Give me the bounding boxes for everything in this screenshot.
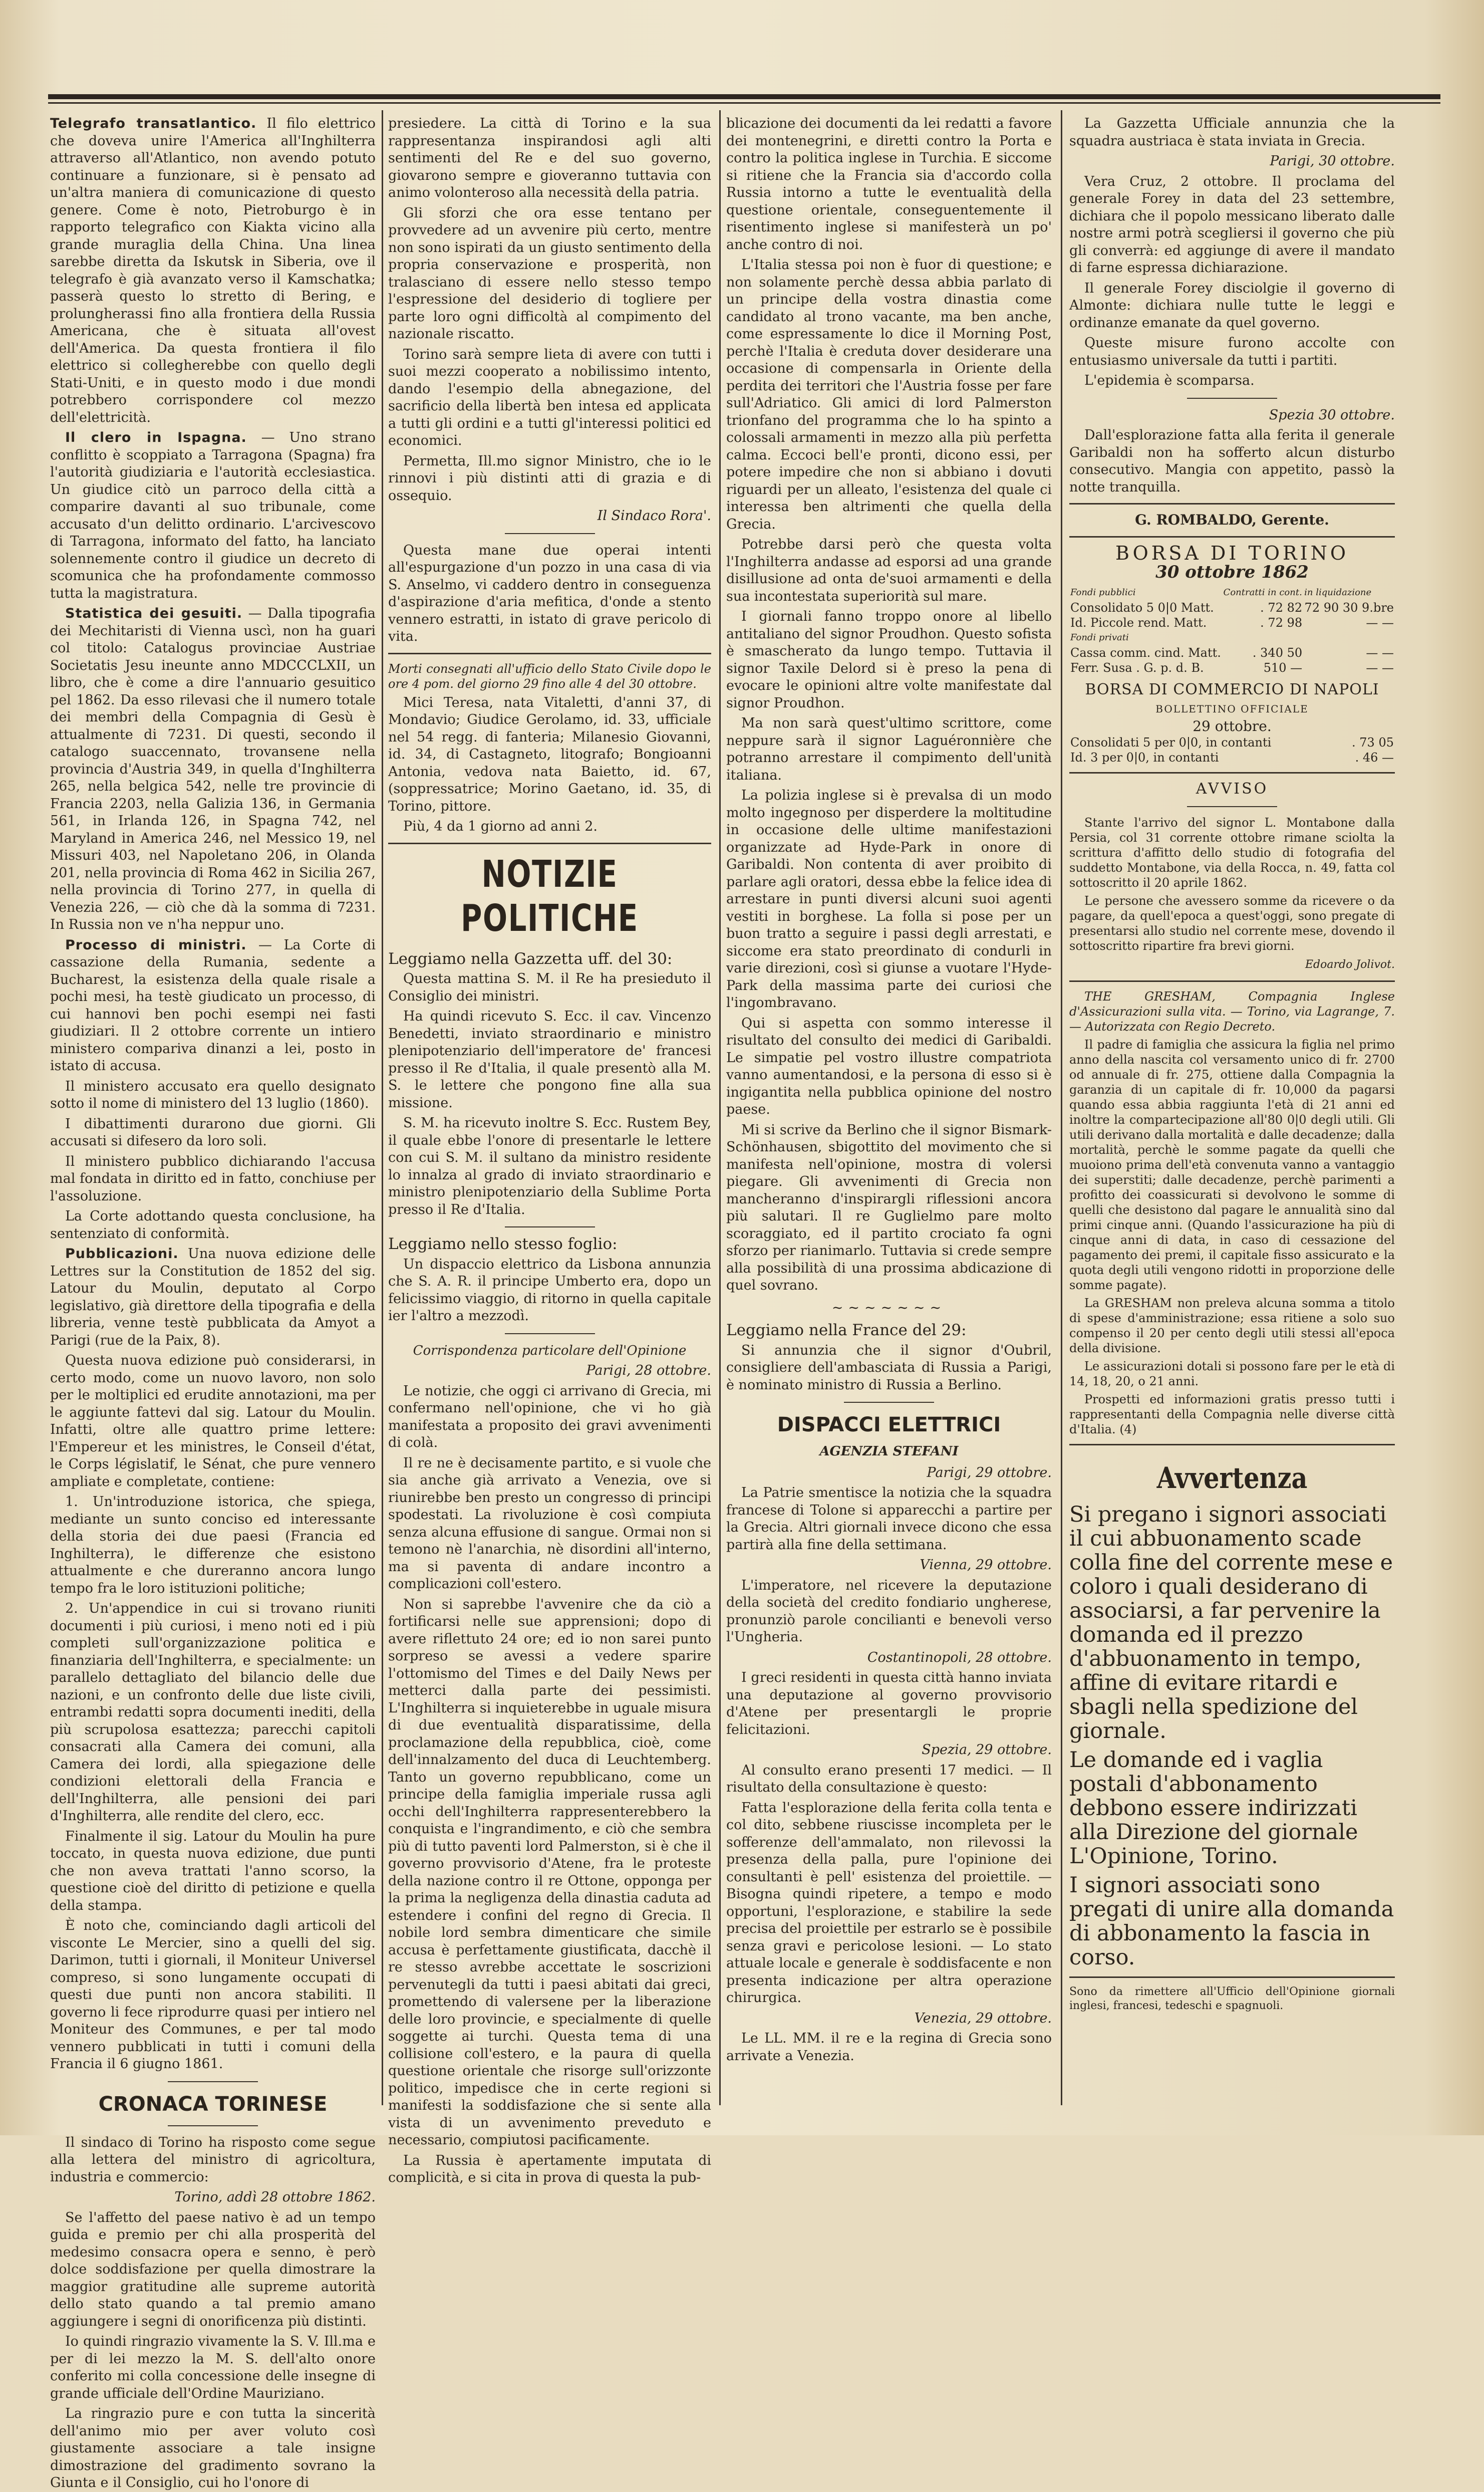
paragraph: Questa mane due operai intenti all'espurgazione d'un pozzo in una casa di via S. Anselmo, vi caddero dentro in conseguenza d'aspirazione d'aria mefitica, d'onde a stento vennero estratti, in istato di grave pericolo di vita. <box>388 542 711 644</box>
divider <box>1069 503 1395 505</box>
borsa-title: BORSA DI TORINO <box>1115 542 1349 564</box>
column-4 <box>1069 115 1395 2105</box>
source-lead: Leggiamo nello stesso foglio: <box>388 1235 618 1253</box>
paragraph: L'Italia stessa poi non è fuor di questione; e non solamente perchè dessa abbia parlato di un principe della vostra dinastia come candidato al trono vacante, ma ben anche, come espressamente lo dice il Morning Post, perchè l'Italia è creduta dover desiderare una occasione di compensarla in Oriente della perdita dei territori che l'Austria fosse per fare sull'Adriatico. Gli amici di lord Palmerston trionfano del programma che lo ha spinto a colossali armamenti in mezzo alla più perfetta calma. Eccoci bell'e pronti, dicono essi, per potere impedire che non si abbiano i dovuti riguardi per un alleato, l'esistenza del quale ci interessa ben altrimenti che quella della Grecia. <box>726 257 1052 532</box>
item-text: — Uno strano conflitto è scoppiato a Tarragona (Spagna) fra l'autorità giudiziaria e l'autorità ecclesiastica. Un giudice citò un parroco della città a comparire davanti al suo tribunale, come accusato d'un delitto ordinario. L'arcivescovo di Tarragona, informato del fatto, ha lanciato solennemente contro il giudice un decreto di scomunica che ha profondamente commosso tutta la magistratura. <box>50 430 376 601</box>
borsa-table <box>1069 585 1395 675</box>
table-cell: . 46 — <box>1355 751 1394 765</box>
column-rule <box>382 110 383 2105</box>
news-item <box>50 1245 376 1349</box>
table-header: Contratti in cont. <box>1223 587 1302 598</box>
paragraph: Le domande ed i vaglia postali d'abbonamento debbono essere indirizzati alla Direzione del giornale L'Opinione, Torino. <box>1069 1748 1358 1869</box>
paragraph: 2. Un'appendice in cui si trovano riuniti documenti i più curiosi, i meno noti ed i più completi sull'organizzazione politica e finanziaria dell'Inghilterra, e specialmente: un parallelo dettagliato del bilancio delle due nazioni, e un confronto delle due liste civili, entrambi redatti sopra documenti inediti, della più scrupolosa esattezza; parecchi capitoli consacrati alla Camera dei comuni, alla Camera dei lordi, alla spiegazione delle condizioni elettorali della Francia e dell'Inghilterra, alle pensioni dei pari d'Inghilterra, alle rendite del clero, ecc. <box>50 1601 376 1824</box>
news-item <box>50 115 376 426</box>
table-header-row <box>1069 630 1395 645</box>
paragraph: Le assicurazioni dotali si possono fare per le età di 14, 18, 20, o 21 anni. <box>1069 1359 1395 1388</box>
paragraph: La Russia è apertamente imputata di complicità, e si cita in prova di questa la pub- <box>388 2152 711 2185</box>
table-cell: . 73 05 <box>1352 735 1394 750</box>
item-lead: Processo di ministri. <box>65 937 247 953</box>
paragraph: Mi si scrive da Berlino che il signor Bismark-Schönhausen, sbigottito del movimento che si manifesta nell'opinione, mostra di volersi piegare. Gli avvenimenti di Grecia non mancheranno d'inspirargli riflessioni ancora più salutari. Il re Guglielmo pare molto scoraggiato, ed il partito crociato fa ogni sforzo per rianimarlo. Tuttavia si crede sempre alla possibilità di una prossima abdicazione di quel sovrano. <box>726 1122 1052 1293</box>
paragraph: Il padre di famiglia che assicura la figlia nel primo anno della nascita col versamento unico di fr. 2700 od annuale di fr. 275, ottiene dalla Compagnia la garanzia di un capitale di fr. 10,000 da pagarsi quando essa abbia raggiunta l'età di 21 anni ed inoltre la compartecipazione all'80 0|0 degli utili. Gli utili derivano dalla mortalità e dalle decadenze; dalla mortalità, perchè le somme pagate da quelli che muoiono prima dell'età convenuta vanno a vantaggio dei superstiti; dalle decadenze, perchè parimenti a profitto dei coassicurati si devolvono le somme di quelli che desistono dal pagare le annualità sino dal primi cinque anni. (Quando l'assicurazione ha più di cinque anni di data, in caso di cessazione del pagamento dei premi, il capitale fisso assicurato e la quota degli utili vengono ridotti in proporzione delle somme pagate). <box>1069 1038 1395 1292</box>
paragraph: Vera Cruz, 2 ottobre. Il proclama del generale Forey in data del 23 settembre, dichiara che il popolo messicano liberato dalle nostre armi potrà scegliersi il governo che più gli converrà: ed aggiunge di avere il mandato di farne espressa dichiarazione. <box>1069 173 1395 276</box>
paragraph: I giornali fanno troppo onore al libello antitaliano del signor Proudhon. Questo sofista è smascherato da lungo tempo. Tuttavia il signor Taxile Delord si è preso la pena di evocare le opinioni altre volte manifestate dal signor Proudhon. <box>726 609 1052 711</box>
footer-note: Sono da rimettere all'Ufficio dell'Opinione giornali inglesi, francesi, tedeschi e spagnuoli. <box>1069 1985 1395 2012</box>
table-header: Fondi pubblici <box>1070 587 1136 598</box>
divider <box>505 1333 595 1334</box>
paragraph: Se l'affetto del paese nativo è ad un tempo guida e premio per chi alla prosperità del medesimo consacra opera e senno, è però dolce soddisfazione per quella dimostrare la maggior gratitudine alle supreme autorità dello stato quando a tal premio amano aggiungere i segni di onorificenza più distinti. <box>50 2209 376 2329</box>
source-lead: Leggiamo nella Gazzetta uff. del 30: <box>388 949 673 968</box>
item-text: Il filo elettrico che doveva unire l'America all'Inghilterra attraverso all'Atlantico, non avendo potuto continuare a funzionare, si è pensato ad un'altra maniera di comunicazione di questo genere. Come è noto, Pietroburgo è in rapporto telegrafico con Kiakta vicino alla grande muraglia della China. Una linea sarebbe diretta da Iskutsk in Siberia, ove il telegrafo è già avanzato verso il Kamschatka; passerà questo lo stretto di Bering, e prolungherassi fino alla frontiera della Russia Americana, che è situata all'ovest dell'America. Da questa frontiera il filo elettrico si collegherebbe con quello degli Stati-Uniti, e in questo modo i due mondi potrebbero corrispondere col mezzo dell'elettricità. <box>50 116 376 425</box>
item-lead: Telegrafo transatlantico. <box>50 116 257 131</box>
divider <box>505 533 595 534</box>
paragraph: Il generale Forey disciolgie il governo di Almonte: dichiara nulle tutte le leggi e ordinanze emanate da quel governo. <box>1069 280 1395 331</box>
paragraph: I dibattimenti durarono due giorni. Gli accusati si difesero da loro soli. <box>50 1116 376 1149</box>
divider <box>505 1226 595 1227</box>
divider <box>388 653 711 654</box>
paragraph: Stante l'arrivo del signor L. Montabone dalla Persia, col 31 corrente ottobre rimane sciolta la scrittura d'affitto dello studio di fotografia del suddetto Montabone, via della Rocca, n. 49, fatta col sottoscritto il 20 aprile 1862. <box>1069 815 1395 890</box>
signature: Edoardo Jolivot. <box>1305 958 1395 971</box>
paragraph: L'epidemia è scomparsa. <box>1084 373 1255 388</box>
paragraph: Permetta, Ill.mo signor Ministro, che io le rinnovi i più distinti atti di grazia e di ossequio. <box>388 453 711 504</box>
paragraph: Fatta l'esplorazione della ferita colla tenta e col dito, sebbene riuscisse incompleta per le sofferenze dell'ammalato, non rilevossi la presenza della palla, pure l'opinione dei consultanti è pell' esistenza del proiettile. — Bisogna quindi ripetere, a tempo e modo opportuni, l'esplorazione, e stabilire la sede precisa del proiettile per estrarlo se è possibile senza gravi e pericolose lesioni. — Lo stato attuale locale e generale è soddisfacente e non presenta indicazione per altra operazione chirurgica. <box>726 1800 1052 2006</box>
paragraph: Gli sforzi che ora esse tentano per provvedere ad un avvenire più certo, mentre non sono ispirati da un giusto sentimento della propria conservazione e prosperità, non tralasciano di essere nello stesso tempo l'espressione del desiderio di togliere per parte loro ogni difficoltà al compimento del nazionale riscatto. <box>388 205 711 342</box>
napoli-date: 29 ottobre. <box>1193 717 1272 734</box>
paragraph: La ringrazio pure e con tutta la sincerità dell'animo mio per aver voluto così giustamente associare a tale insigne dimostrazione del gradimento sovrano la Giunta e il Consiglio, cui ho l'onore di <box>50 2406 376 2490</box>
source-lead: Leggiamo nella France del 29: <box>726 1321 967 1339</box>
table-cell: 510 — <box>1263 660 1303 675</box>
paragraph: presiedere. La città di Torino e la sua rappresentanza inspirandosi agli alti sentimenti del Re e del suo governo, giovarono sempre e gioveranno tuttavia con animo volonteroso alla necessità della patria. <box>388 116 711 200</box>
table-header: in liquidazione <box>1304 587 1372 598</box>
dateline: Parigi, 30 ottobre. <box>1270 153 1395 169</box>
table-row <box>1069 615 1395 630</box>
table-cell: Ferr. Susa . G. p. d. B. <box>1070 660 1204 675</box>
divider <box>1069 1976 1395 1978</box>
divider <box>1187 806 1277 807</box>
paragraph: La GRESHAM non preleva alcuna somma a titolo di spese d'amministrazione; essa ritiene a solo suo compenso il 20 per cento degli utili stessi all'epoca della divisione. <box>1069 1296 1395 1355</box>
paragraph: Il sindaco di Torino ha risposto come segue alla lettera del ministro di agricoltura, industria e commercio: <box>50 2134 376 2185</box>
paragraph: Potrebbe darsi però che questa volta l'Inghilterra andasse ad esporsi ad una grande disillusione ad onta de'suoi armamenti e della sua incontestata superiorità sul mare. <box>726 537 1052 604</box>
paragraph: Un dispaccio elettrico da Lisbona annunzia che S. A. R. il principe Umberto era, dopo un felicissimo viaggio, di ritorno in quella capitale ier l'altro a mezzodì. <box>388 1256 711 1324</box>
table-cell: . 340 50 <box>1252 645 1303 660</box>
paragraph: Dall'esplorazione fatta alla ferita il generale Garibaldi non ha sofferto alcun disturbo consecutivo. Mangia con appetito, passò la notte tranquilla. <box>1069 427 1395 495</box>
section-heading-cronaca: CRONACA TORINESE <box>98 2092 328 2116</box>
table-cell: Id. Piccole rend. Matt. <box>1070 615 1207 630</box>
napoli-table <box>1069 735 1395 765</box>
gerente-signature: G. ROMBALDO, Gerente. <box>1135 512 1329 528</box>
stato-civile-list: Mici Teresa, nata Vitaletti, d'anni 37, di Mondavio; Giudice Gerolamo, id. 33, ufficiale nel 54 regg. di fanteria; Milanesio Giovanni, id. 34, di Castagneto, litografo; Bongioanni Antonia, vedova nata Baietto, id. 67, (soppressatrice; Morino Gaetano, id. 35, di Torino, pittore. <box>388 694 711 814</box>
section-heading-dispacci: DISPACCI ELETTRICI <box>777 1413 1001 1436</box>
paragraph: Prospetti ed informazioni gratis presso tutti i rappresentanti della Compagnia nelle diverse città d'Italia. (4) <box>1069 1392 1395 1436</box>
paragraph: blicazione dei documenti da lei redatti a favore dei montenegrini, e diretti contro la Porta e contro la politica inglese in Turchia. E siccome si ritiene che la Francia sia d'accordo colla Russia intorno a tutte le eventualità della questione orientale, conseguentemente il risentimento inglese si manifesterà un po' anche contro di noi. <box>726 116 1052 253</box>
news-item <box>50 429 376 602</box>
table-row <box>1069 735 1395 750</box>
dateline: Spezia 30 ottobre. <box>1269 407 1395 423</box>
paragraph: È noto che, cominciando dagli articoli del visconte Le Mercier, sino a quelli del sig. Darimon, tutti i giornali, il Moniteur Universel compreso, si sono lungamente occupati di questi due punti non ancora stabiliti. Il governo li fece riprodurre quasi per intiero nel Moniteur des Communes, e per tal modo vennero pubblicati in tutti i comuni della Francia il 6 giugno 1861. <box>50 1918 376 2072</box>
paragraph: La Corte adottando questa conclusione, ha sentenziato di conformità. <box>50 1208 376 1241</box>
dateline: Spezia, 29 ottobre. <box>922 1742 1052 1758</box>
dateline: Vienna, 29 ottobre. <box>920 1557 1052 1573</box>
paragraph: Le notizie, che oggi ci arrivano di Grecia, mi confermano nell'opinione, che vi ho già manifestata a proposito dei gravi avvenimenti di colà. <box>388 1383 711 1450</box>
table-cell: . 72 98 <box>1260 615 1303 630</box>
item-lead: Statistica dei gesuiti. <box>65 606 243 621</box>
divider <box>1069 536 1395 538</box>
signature: Il Sindaco Rora'. <box>597 508 711 524</box>
dateline: Costantinopoli, 28 ottobre. <box>867 1649 1052 1665</box>
borsa-date: 30 ottobre 1862 <box>1155 562 1309 582</box>
paragraph: Queste misure furono accolte con entusiasmo universale da tutti i partiti. <box>1069 335 1395 368</box>
divider <box>1069 772 1395 774</box>
paragraph: L'imperatore, nel ricevere la deputazione della società del credito fondiario ungherese, pronunziò parole concilianti e benevoli verso l'Ungheria. <box>726 1577 1052 1645</box>
table-cell: Id. 3 per 0|0, in contanti <box>1070 751 1219 765</box>
napoli-subtitle: BOLLETTINO OFFICIALE <box>1155 703 1309 715</box>
column-rule <box>719 110 721 2105</box>
section-heading-notizie: NOTIZIE POLITICHE <box>461 852 639 940</box>
table-cell: 72 90 30 9.bre <box>1304 600 1394 615</box>
divider <box>168 2081 258 2082</box>
divider <box>844 1402 934 1403</box>
paragraph: Ma non sarà quest'ultimo scrittore, come neppure sarà il signor Laguéronnière che potranno arrestare il compimento dell'unità italiana. <box>726 715 1052 783</box>
item-lead: Pubblicazioni. <box>65 1246 179 1262</box>
dateline: Parigi, 28 ottobre. <box>586 1363 711 1378</box>
divider <box>168 2125 258 2126</box>
divider <box>1187 398 1277 399</box>
avvertenza-title: Avvertenza <box>1156 1461 1308 1495</box>
divider <box>388 843 711 844</box>
table-cell: Cassa comm. cind. Matt. <box>1070 645 1221 660</box>
column-rule <box>1061 110 1062 2105</box>
paragraph: Finalmente il sig. Latour du Moulin ha pure toccato, in questa nuova edizione, due punti che non aveva trattati l'anno scorso, la questione cioè del diritto di petizione e quella della stampa. <box>50 1828 376 1913</box>
news-item <box>50 605 376 934</box>
item-text: Una nuova edizione delle Lettres sur la Constitution de 1852 del sig. Latour du Moulin, deputato al Corpo legislativo, già direttore della tipografia e della libreria, venne testè pubblicata da Amyot a Parigi (rue de la Paix, 8). <box>50 1246 376 1348</box>
table-cell: — — <box>1366 615 1394 630</box>
gresham-heading: THE GRESHAM, Compagnia Inglese d'Assicurazioni sulla vita. — Torino, via Lagrange, 7. — Autorizzata con Regio Decreto. <box>1069 989 1395 1034</box>
table-header: Fondi privati <box>1070 632 1129 643</box>
paragraph: I signori associati sono pregati di unire alla domanda di abbonamento la fascia in corso. <box>1069 1873 1394 1970</box>
paragraph: La Gazzetta Ufficiale annunzia che la squadra austriaca è stata inviata in Grecia. <box>1069 116 1395 149</box>
ornament-divider: ~~~~~~~ <box>831 1300 947 1316</box>
table-cell: Consolidati 5 per 0|0, in contanti <box>1070 735 1272 750</box>
table-cell: — — <box>1366 645 1394 660</box>
paragraph: Questa nuova edizione può considerarsi, in certo modo, come un nuovo lavoro, non solo per le moltiplici ed erudite annotazioni, ma per le aggiunte fattevi dal sig. Latour du Moulin. Infatti, oltre alle quattro prime lettere: l'Empereur et les ministres, le Conseil d'état, le Corps législatif, le Sénat, che pure vennero ampliate e completate, contiene: <box>50 1353 376 1489</box>
correspondence-heading: Corrispondenza particolare dell'Opinione <box>413 1343 687 1358</box>
paragraph: 1. Un'introduzione istorica, che spiega, mediante un sunto conciso ed interessante della storia dei due paesi (Francia ed Inghilterra), le differenze che esistono attualmente e che dureranno ancora lungo tempo fra le loro istituzioni politiche; <box>50 1494 376 1596</box>
paragraph: Torino sarà sempre lieta di avere con tutti i suoi mezzi cooperato a nobilissimo intento, dando l'esempio della abnegazione, del sacrificio della libertà ben intesa ed applicata a tutti gli ordini e a tutti gl'interessi politici ed economici. <box>388 346 711 448</box>
stato-civile-total: Più, 4 da 1 giorno ad anni 2. <box>403 819 598 834</box>
table-row <box>1069 660 1395 675</box>
paragraph: Io quindi ringrazio vivamente la S. V. Ill.ma e per di lei mezzo la M. S. dell'alto onore conferito mi colla concessione delle insegne di grande ufficiale dell'Ordine Mauriziano. <box>50 2334 376 2401</box>
agency-name: AGENZIA STEFANI <box>819 1444 959 1459</box>
paragraph: Al consulto erano presenti 17 medici. — Il risultato della consultazione è questo: <box>726 1762 1052 1795</box>
top-rule-thin <box>48 102 1440 104</box>
table-cell: Consolidato 5 0|0 Matt. <box>1070 600 1214 615</box>
top-rule <box>48 94 1440 99</box>
dateline: Parigi, 29 ottobre. <box>927 1464 1052 1480</box>
paragraph: Non si saprebbe l'avvenire che da ciò a fortificarsi nelle sue apprensioni; dopo di avere riflettuto 24 ore; ed io non sarei punto sorpreso se avessi a vedere sparire l'ottomismo del Times e del Daily News per metterci dalla parte dei pessimisti. L'Inghilterra si inquieterebbe in uguale misura di due eventualità disparatissime, della proclamazione della repubblica, cioè, come dell'innalzamento del duca di Leuchtemberg. Tanto un governo repubblicano, come un principe della famiglia imperiale russa agli occhi dell'Inghilterra rappresenterebbero la conquista e l'ingrandimento, e ciò che sembra più di tutto paventi lord Palmerston, si è che il governo provvisorio d'Atene, fra le proteste della nazione contro il re Ottone, opponga per la prima la negligenza della dinastia caduta ad estendere i confini del regno di Grecia. Il nobile lord sembra dimenticare che simile accusa è perfettamente giustificata, dacchè il re stesso avrebbe accettate le soscrizioni pervenutegli da tutti i paesi abitati dai greci, promettendo di valersene per la liberazione delle loro provincie, e specialmente di quelle soggette ai turchi. Questa tema di una collisione coll'estero, e la paura di quella questione orientale che risorge sull'orizzonte politico, impedisce che in certe regioni si manifesti la soddisfazione che si sente alla vista di un avvenimento preveduto e necessario, compiutosi pacificamente. <box>388 1596 711 2148</box>
paragraph: I greci residenti in questa città hanno inviata una deputazione al governo provvisorio d'Atene per presentargli le proprie felicitazioni. <box>726 1670 1052 1737</box>
paragraph: La polizia inglese si è prevalsa di un modo molto ingegnoso per disperdere la moltitudine in occasione delle ultime manifestazioni organizzate ad Hyde-Park in onore di Garibaldi. Non contenta di aver proibito di parlare agli oratori, dessa ebbe la felice idea di arrestare in punti diversi alcuni suoi agenti vestiti in borghese. La folla si pose per un buon tratto a seguire i passi degli arrestati, e siccome era stato preordinato di condurli in varie direzioni, così si giunse a vuotare l'Hyde-Park della massima parte dei curiosi che l'ingombravano. <box>726 788 1052 1011</box>
napoli-title: BORSA DI COMMERCIO DI NAPOLI <box>1085 680 1379 698</box>
stato-civile-heading: Morti consegnati all'ufficio dello Stato Civile dopo le ore 4 pom. del giorno 29 fino alle 4 del 30 ottobre. <box>388 661 711 691</box>
paragraph: Si annunzia che il signor d'Oubril, consigliere dell'ambasciata di Russia a Parigi, è nominato ministro di Russia a Berlino. <box>726 1342 1052 1393</box>
column-1 <box>50 115 376 2490</box>
paragraph: Il ministero accusato era quello designato sotto il nome di ministero del 13 luglio (1860). <box>50 1078 376 1111</box>
table-header-row <box>1069 585 1395 600</box>
paragraph: Questa mattina S. M. il Re ha presieduto il Consiglio dei ministri. <box>388 971 711 1004</box>
table-row <box>1069 645 1395 660</box>
paragraph: Si pregano i signori associati il cui abbuonamento scade colla fine del corrente mese e coloro i quali desiderano di associarsi, a far pervenire la domanda ed il prezzo d'abbuonamento in tempo, affine di evitare ritardi e sbagli nella spedizione del giornale. <box>1069 1502 1393 1743</box>
paragraph: La Patrie smentisce la notizia che la squadra francese di Tolone si apparecchi a partire per la Grecia. Altri giornali invece dicono che essa partirà alla fine della settimana. <box>726 1485 1052 1553</box>
item-lead: Il clero in Ispagna. <box>65 430 247 445</box>
dateline: Venezia, 29 ottobre. <box>914 2010 1052 2026</box>
paragraph: Qui si aspetta con sommo interesse il risultato del consulto dei medici di Garibaldi. Le simpatie pel vostro illustre compatriota vanno aumentandosi, e la persona di esso si è ingigantita nella pubblica opinione del nostro paese. <box>726 1015 1052 1117</box>
item-text: — Dalla tipografia dei Mechitaristi di Vienna uscì, non ha guari col titolo: Catalogus provinciae Austriae Societatis Jesu ineunte anno MDCCCLXII, un libro, che è come a dire l'annuario gesuitico pel 1862. Da esso rilevasi che il numero totale dei membri della Compagnia di Gesù è attualmente di 7231. Di questi, secondo il catalogo suaccennato, trovansene nella provincia d'Austria 349, in quella d'Inghilterra 265, nella belgica 542, nelle tre provincie di Francia 2203, nella Galizia 136, in Germania 561, in Irlanda 126, in Spagna 742, nel Maryland in America 246, nel Messico 19, nel Missuri 403, nel Napoletano 206, in Olanda 201, nella provincia di Roma 462 in Sicilia 267, nella provincia di Torino 277, in quella di Venezia 226, — ciò che dà la somma di 7231. In Russia non ve n'ha neppur uno. <box>50 606 376 932</box>
divider <box>1069 980 1395 982</box>
paragraph: Ha quindi ricevuto S. Ecc. il cav. Vincenzo Benedetti, inviato straordinario e ministro plenipotenziario dell'imperatore de' francesi presso il Re d'Italia, il quale presentò alla M. S. le lettere che pongono fine alla sua missione. <box>388 1009 711 1111</box>
dateline: Torino, addì 28 ottobre 1862. <box>174 2189 376 2205</box>
divider <box>1069 1444 1395 1445</box>
paragraph: Il ministero pubblico dichiarando l'accusa mal fondata in diritto ed in fatto, conchiuse per l'assoluzione. <box>50 1153 376 1204</box>
table-cell: . 72 82 <box>1260 600 1303 615</box>
table-row <box>1069 600 1395 615</box>
table-row <box>1069 750 1395 765</box>
column-2 <box>388 115 711 2185</box>
news-item <box>50 937 376 1075</box>
paragraph: Il re ne è decisamente partito, e si vuole che sia anche già arrivato a Venezia, ove si riunirebbe ben presto un congresso di principi spodestati. La rivoluzione è così compiuta senza alcuna effusione di sangue. Ormai non si temono nè l'anarchia, nè disordini all'interno, ma si paventa di andare incontro a complicazioni coll'estero. <box>388 1455 711 1592</box>
paragraph: S. M. ha ricevuto inoltre S. Ecc. Rustem Bey, il quale ebbe l'onore di presentarle le lettere con cui S. M. il sultano da ministro residente lo innalza al grado di inviato straordinario e ministro plenipotenziario della Sublime Porta presso il Re d'Italia. <box>388 1115 711 1217</box>
column-3 <box>726 115 1052 2105</box>
item-text: — La Corte di cassazione della Rumania, sedente a Bucharest, la esistenza della quale risale a pochi mesi, ha testè giudicato un processo, di cui hannovi ben pochi esempi nei fasti giudiziari. Il 2 ottobre corrente un intiero ministero compariva dinanzi a lei, posto in istato di accusa. <box>50 937 376 1074</box>
table-cell: — — <box>1366 660 1394 675</box>
avviso-title: AVVISO <box>1196 780 1269 798</box>
paragraph: Le persone che avessero somme da ricevere o da pagare, da quell'epoca a quest'oggi, sono pregate di presentarsi allo studio nel corrente mese, dovendo il sottoscritto ripartire fra brevi giorni. <box>1069 893 1395 953</box>
paragraph: Le LL. MM. il re e la regina di Grecia sono arrivate a Venezia. <box>726 2031 1052 2064</box>
